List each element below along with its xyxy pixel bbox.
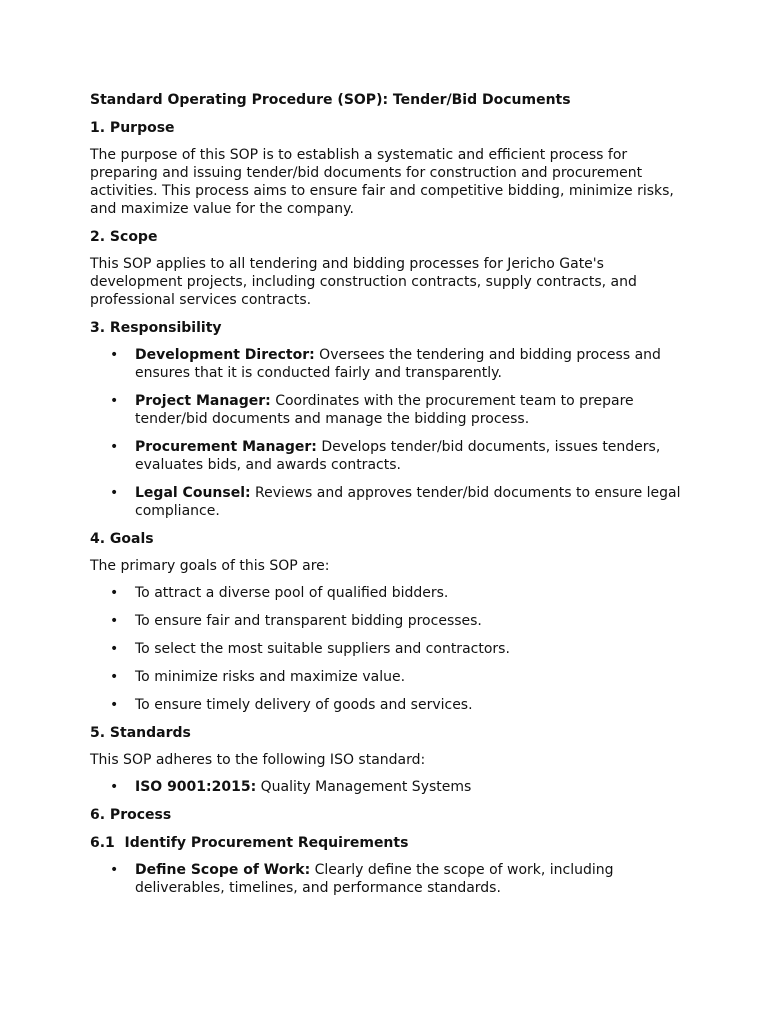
role-term: Procurement Manager: [135,439,317,455]
bullet-icon: • [110,585,119,601]
document-page [90,90,690,906]
subsection-heading: 6.1 Identify Procurement Requirements [90,835,409,851]
role-description: Coordinates with the procurement team to prepare tender/bid documents and manage the bidding process. [135,393,634,427]
role-description: Develops tender/bid documents, issues tenders, evaluates bids, and awards contracts. [135,439,661,473]
list-item [90,484,690,520]
list-item [90,612,690,630]
standards-list [90,778,690,796]
bullet-icon: • [110,485,119,501]
bullet-icon: • [110,697,119,713]
list-item [90,438,690,474]
standard-description: Quality Management Systems [256,779,472,795]
purpose-paragraph: The purpose of this SOP is to establish a systematic and efficient process for preparing and issuing tender/bid documents for construction and procurement activities. This process aims to ensure fair and competitive bidding, minimize risks, and maximize value for the company. [90,147,674,217]
section-heading-standards: 5. Standards [90,725,191,741]
standards-intro: This SOP adheres to the following ISO standard: [90,752,426,768]
process-term: Define Scope of Work: [135,862,311,878]
role-term: Project Manager: [135,393,271,409]
goals-list [90,584,690,714]
list-item [90,584,690,602]
process-description: Clearly define the scope of work, including deliverables, timelines, and performance standards. [135,862,614,896]
bullet-icon: • [110,393,119,409]
bullet-icon: • [110,779,119,795]
bullet-icon: • [110,641,119,657]
responsibility-list [90,346,690,520]
role-description: Oversees the tendering and bidding process and ensures that it is conducted fairly and transparently. [135,347,661,381]
section-heading-responsibility: 3. Responsibility [90,320,222,336]
list-item [90,392,690,428]
goal-text: To ensure timely delivery of goods and services. [135,697,473,713]
role-term: Legal Counsel: [135,485,251,501]
process-list [90,861,690,897]
section-heading-purpose: 1. Purpose [90,120,175,136]
role-description: Reviews and approves tender/bid documents to ensure legal compliance. [135,485,681,519]
list-item [90,668,690,686]
bullet-icon: • [110,613,119,629]
bullet-icon: • [110,439,119,455]
role-term: Development Director: [135,347,315,363]
list-item [90,861,690,897]
list-item [90,696,690,714]
list-item [90,640,690,658]
goal-text: To minimize risks and maximize value. [135,669,406,685]
bullet-icon: • [110,347,119,363]
goals-intro: The primary goals of this SOP are: [90,558,330,574]
goal-text: To ensure fair and transparent bidding processes. [135,613,482,629]
section-heading-scope: 2. Scope [90,229,158,245]
section-heading-process: 6. Process [90,807,172,823]
scope-paragraph: This SOP applies to all tendering and bidding processes for Jericho Gate's development projects, including construction contracts, supply contracts, and professional services contracts. [90,256,637,308]
bullet-icon: • [110,862,119,878]
bullet-icon: • [110,669,119,685]
list-item [90,346,690,382]
section-heading-goals: 4. Goals [90,531,154,547]
goal-text: To select the most suitable suppliers and contractors. [135,641,510,657]
list-item [90,778,690,796]
goal-text: To attract a diverse pool of qualified bidders. [135,585,449,601]
standard-term: ISO 9001:2015: [135,779,257,795]
document-title: Standard Operating Procedure (SOP): Tender/Bid Documents [90,92,571,108]
